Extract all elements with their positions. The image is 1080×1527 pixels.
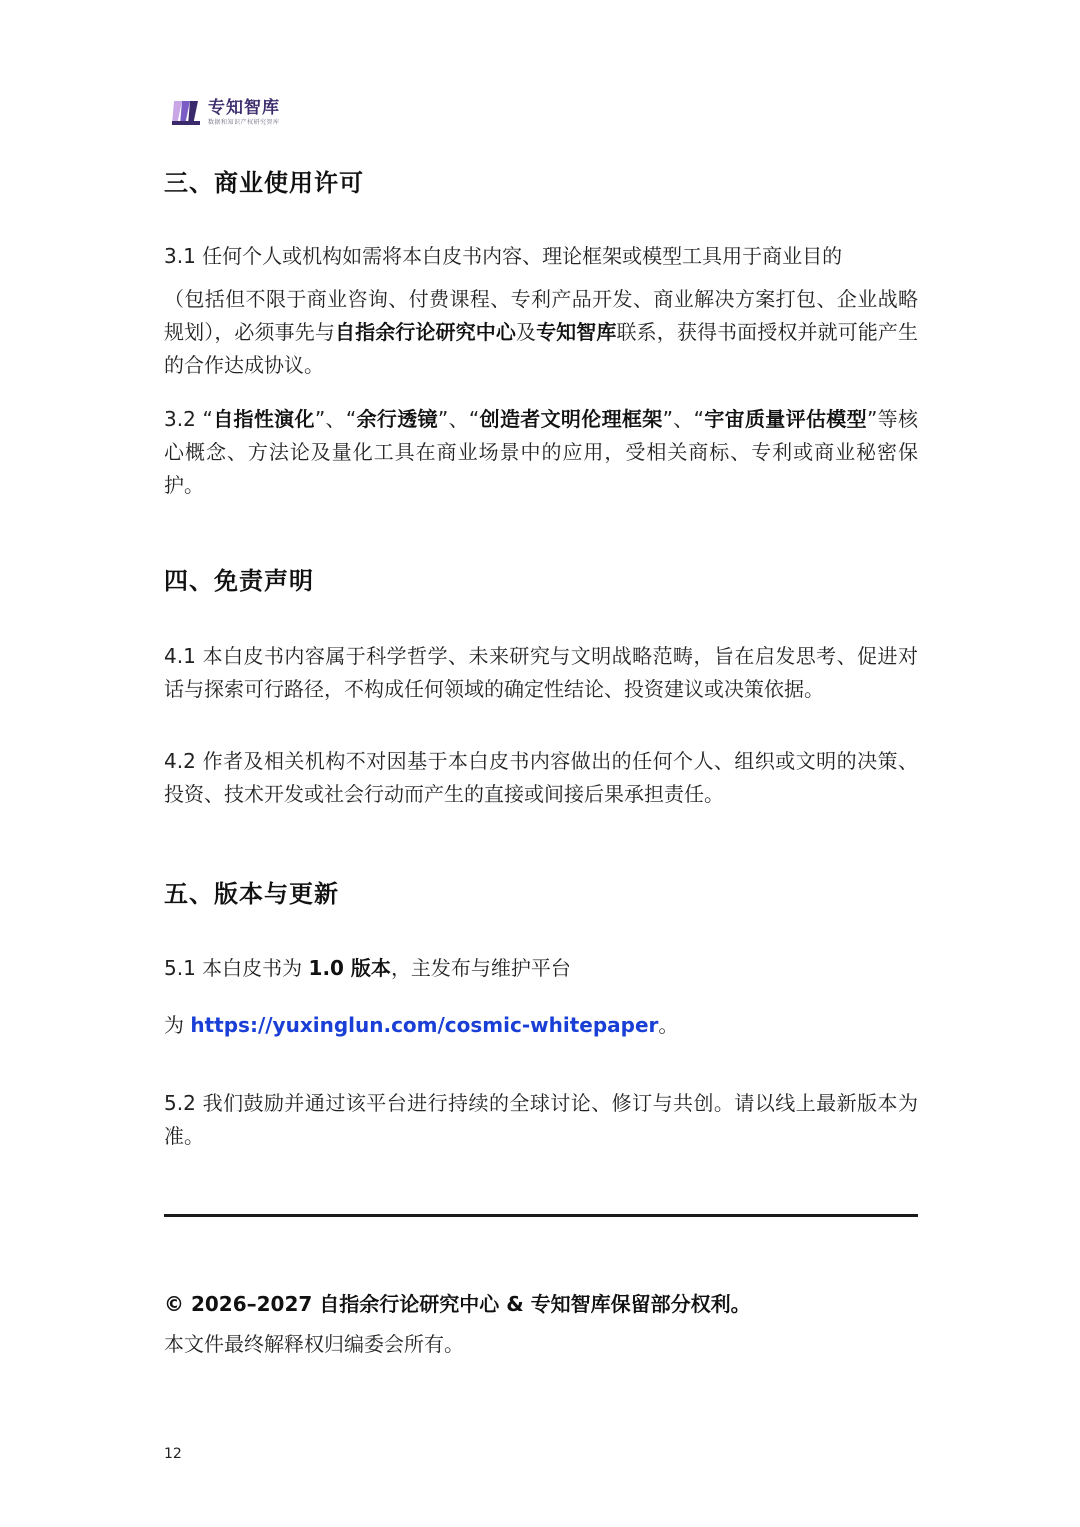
- logo-mark-icon: [172, 99, 202, 127]
- text-run: 为: [164, 1013, 191, 1037]
- interpretation-notice: 本文件最终解释权归编委会所有。: [164, 1332, 464, 1356]
- bold-term: 余行透镜: [356, 407, 438, 431]
- text-run: ”等核心概念、方法论及量化工具在商业场景中的应用，受相关商标、专利或商业秘密保护。: [164, 407, 918, 497]
- divider: [164, 1214, 918, 1217]
- header-logo: [172, 96, 280, 130]
- paragraph-3-1-line1: 3.1 任何个人或机构如需将本白皮书内容、理论框架或模型工具用于商业目的: [164, 244, 843, 268]
- paragraph-3-1: [164, 283, 918, 382]
- text-run: ”、“: [437, 407, 480, 431]
- section-5-heading: 五、版本与更新: [164, 880, 339, 908]
- section-4-heading: 四、免责声明: [164, 567, 314, 595]
- paragraph-3-2: [164, 403, 918, 502]
- logo-subtitle: 数据和知识产权研究智库: [208, 119, 280, 126]
- bold-org-name: 自指余行论研究中心: [334, 320, 516, 344]
- copyright-notice: © 2026–2027 自指余行论研究中心 & 专知智库保留部分权利。: [164, 1292, 751, 1316]
- logo-name: 专知智库: [208, 98, 280, 118]
- paragraph-5-2: 5.2 我们鼓励并通过该平台进行持续的全球讨论、修订与共创。请以线上最新版本为准。: [164, 1091, 918, 1148]
- text-run: （包括但不限于商业咨询、付费课程、专利产品开发、商业解决方案打包、企业战略规划），必须事先与: [164, 287, 918, 344]
- bold-term: 自指性演化: [212, 407, 315, 431]
- text-run: 及: [515, 320, 537, 344]
- bold-term: 创造者文明伦理框架: [479, 407, 663, 431]
- paragraph-4-1: 4.1 本白皮书内容属于科学哲学、未来研究与文明战略范畴，旨在启发思考、促进对话与探索可行路径，不构成任何领域的确定性结论、投资建议或决策依据。: [164, 644, 918, 701]
- paragraph-5-1-line1: [164, 952, 918, 985]
- text-run: ”、“: [662, 407, 704, 431]
- whitepaper-link[interactable]: https://yuxinglun.com/cosmic-whitepaper: [190, 1013, 659, 1037]
- text-run: 联系，获得书面授权并就可能产生的合作达成协议。: [164, 320, 919, 377]
- text-run: ”、“: [314, 407, 357, 431]
- section-3-heading: 三、商业使用许可: [164, 169, 364, 197]
- version-number: 1.0 版本: [308, 956, 391, 980]
- text-run: 。: [658, 1013, 679, 1037]
- bold-term: 宇宙质量评估模型: [703, 407, 867, 431]
- text-run: 5.1 本白皮书为: [164, 956, 309, 980]
- page-number: 12: [164, 1446, 182, 1462]
- text-run: ，主发布与维护平台: [390, 956, 571, 980]
- paragraph-5-1-line2: [164, 1009, 918, 1042]
- bold-org-name: 专知智库: [536, 320, 617, 344]
- text-run: 3.2 “: [164, 407, 213, 431]
- paragraph-4-2: 4.2 作者及相关机构不对因基于本白皮书内容做出的任何个人、组织或文明的决策、投资、技术开发或社会行动而产生的直接或间接后果承担责任。: [164, 749, 918, 806]
